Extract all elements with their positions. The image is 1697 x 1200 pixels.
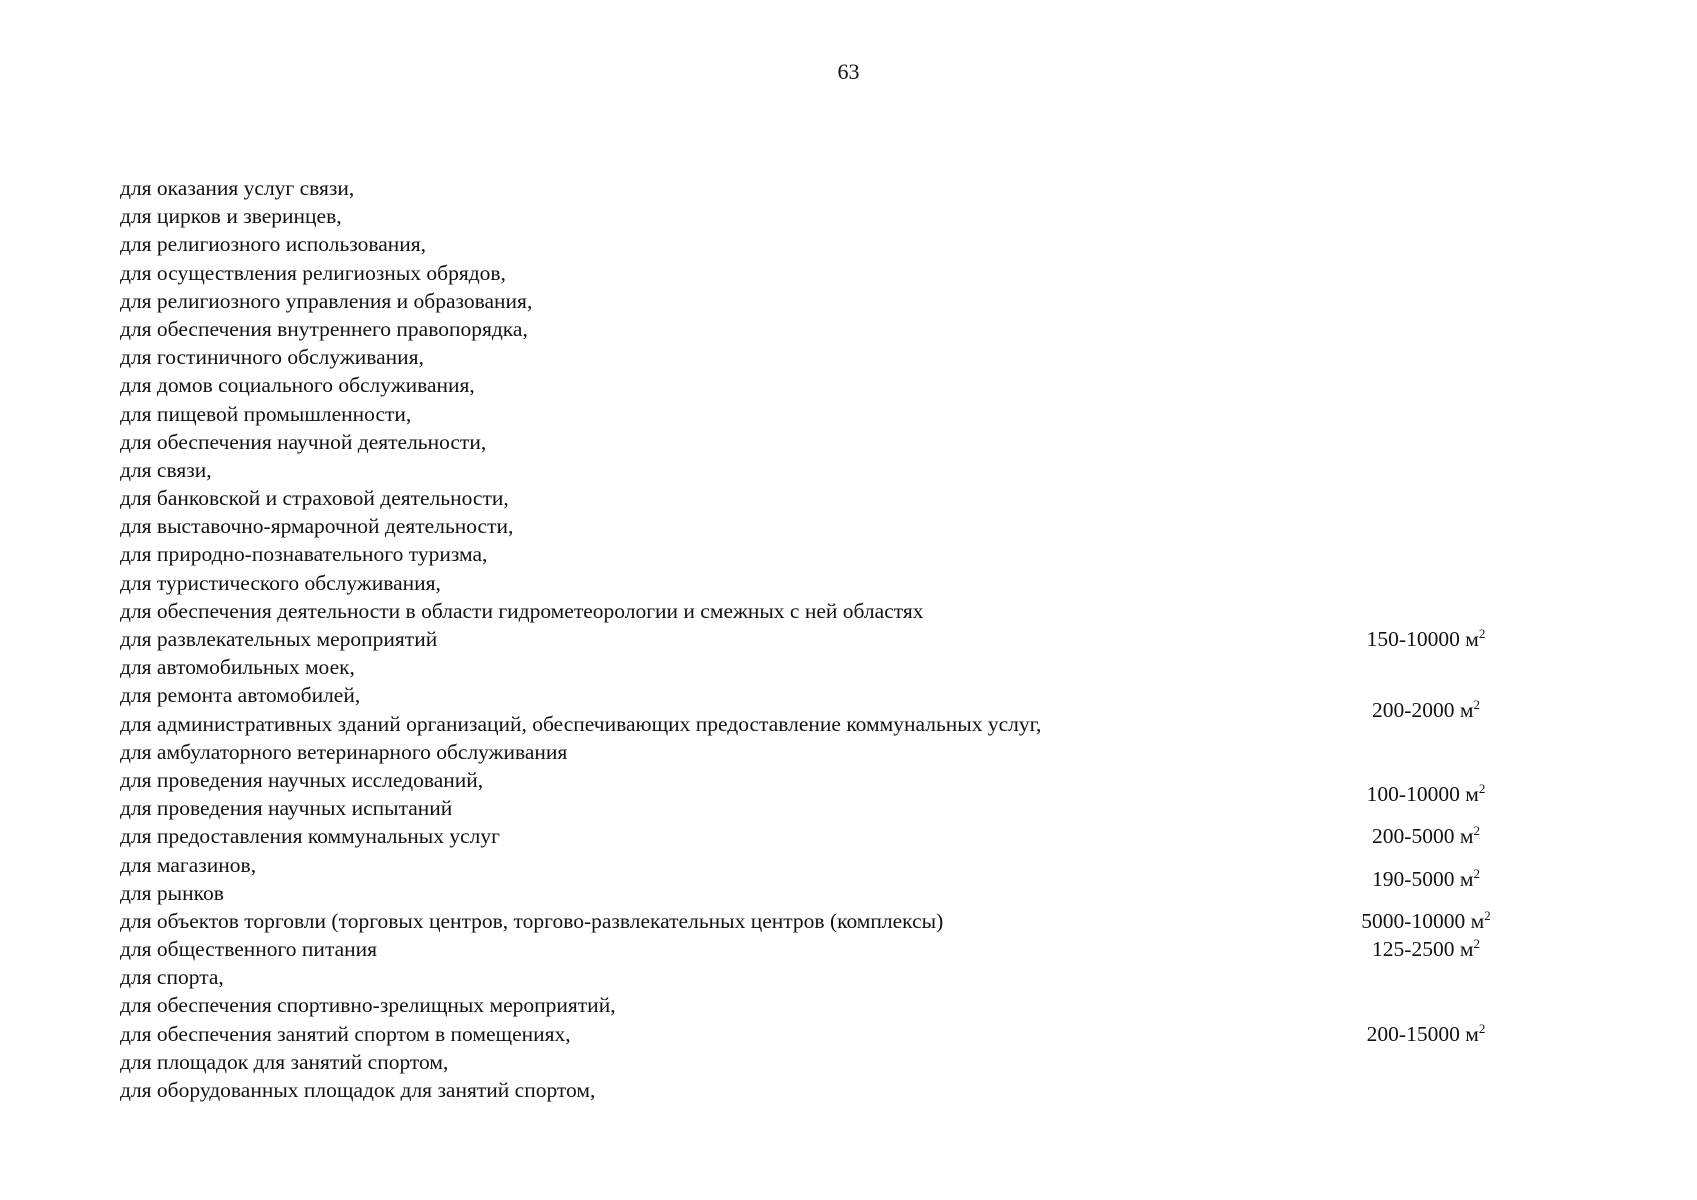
land-use-group xyxy=(120,766,1520,822)
permitted-uses-list xyxy=(120,851,1332,907)
area-unit-exponent: 2 xyxy=(1478,781,1486,797)
plot-area-value: 200-2000 м xyxy=(1372,697,1474,722)
permitted-uses-list xyxy=(120,653,1332,766)
permitted-uses-list xyxy=(120,963,1332,1104)
plot-area-value: 100-10000 м xyxy=(1366,782,1479,807)
plot-area-value: 150-10000 м xyxy=(1366,627,1479,652)
plot-area-range xyxy=(1332,780,1520,808)
permitted-use-line: для обеспечения внутреннего правопорядка, xyxy=(120,316,528,341)
area-unit-exponent: 2 xyxy=(1473,936,1480,952)
area-unit-exponent: 2 xyxy=(1473,823,1480,839)
permitted-use-line: для пищевой промышленности, xyxy=(120,401,412,426)
permitted-use-line: для домов социального обслуживания, xyxy=(120,373,475,398)
permitted-use-line: для проведения научных испытаний xyxy=(120,796,453,821)
permitted-use-line: для проведения научных исследований, xyxy=(120,767,484,792)
permitted-use-line: для природно-познавательного туризма, xyxy=(120,542,488,567)
land-use-group xyxy=(120,851,1520,907)
permitted-use-line: для оказания услуг связи, xyxy=(120,176,355,200)
permitted-use-line: для площадок для занятий спортом, xyxy=(120,1049,449,1074)
land-use-group xyxy=(120,963,1520,1104)
permitted-use-line: для обеспечения спортивно-зрелищных мероприятий, xyxy=(120,993,616,1018)
permitted-use-line: для общественного питания xyxy=(120,937,378,962)
plot-area-range xyxy=(1332,935,1520,963)
plot-area-value: 5000-10000 м xyxy=(1361,908,1485,933)
area-unit-exponent: 2 xyxy=(1473,865,1480,881)
plot-area-value: 125-2500 м xyxy=(1372,937,1474,962)
plot-area-range xyxy=(1332,907,1520,935)
permitted-use-line: для обеспечения научной деятельности, xyxy=(120,429,487,454)
plot-area-range xyxy=(1332,1020,1520,1048)
land-use-group xyxy=(120,907,1520,935)
permitted-use-line: для обеспечения занятий спортом в помещениях, xyxy=(120,1021,571,1046)
plot-area-range xyxy=(1332,625,1520,653)
permitted-use-line: для связи, xyxy=(120,457,212,482)
permitted-use-line: для выставочно-ярмарочной деятельности, xyxy=(120,514,514,539)
permitted-uses-list xyxy=(120,935,1332,963)
permitted-use-line: для спорта, xyxy=(120,965,224,990)
permitted-use-line: для административных зданий организаций, обеспечивающих предоставление коммунальных услуг, xyxy=(120,711,1042,736)
plot-area-range xyxy=(1332,696,1520,724)
permitted-use-line: для цирков и зверинцев, xyxy=(120,204,342,229)
permitted-use-line: для рынков xyxy=(120,880,224,905)
permitted-use-line: для развлекательных мероприятий xyxy=(120,627,438,651)
land-use-group xyxy=(120,935,1520,963)
land-use-group xyxy=(120,822,1520,850)
area-unit-exponent: 2 xyxy=(1478,626,1486,642)
land-use-group xyxy=(120,653,1520,766)
permitted-use-line: для гостиничного обслуживания, xyxy=(120,345,424,370)
permitted-uses-list xyxy=(120,822,1332,850)
permitted-use-line: для осуществления религиозных обрядов, xyxy=(120,260,506,285)
plot-area-value: 200-5000 м xyxy=(1372,824,1474,849)
area-unit-exponent: 2 xyxy=(1478,1020,1486,1036)
permitted-use-line: для религиозного использования, xyxy=(120,232,427,257)
permitted-use-line: для предоставления коммунальных услуг xyxy=(120,824,500,849)
plot-area-value: 190-5000 м xyxy=(1372,866,1474,891)
permitted-uses-list xyxy=(120,766,1332,822)
permitted-use-line: для туристического обслуживания, xyxy=(120,570,441,595)
page-number: 63 xyxy=(837,59,860,84)
permitted-use-line: для банковской и страховой деятельности, xyxy=(120,486,509,511)
permitted-use-line: для амбулаторного ветеринарного обслуживания xyxy=(120,739,568,764)
permitted-uses-list xyxy=(120,174,1332,653)
permitted-uses-list xyxy=(120,907,1332,935)
permitted-use-line: для религиозного управления и образования, xyxy=(120,288,533,313)
plot-area-range xyxy=(1332,865,1520,893)
permitted-use-line: для объектов торговли (торговых центров, торгово-развлекательных центров (комплексы) xyxy=(120,908,944,933)
permitted-use-line: для обеспечения деятельности в области гидрометеорологии и смежных с ней областях xyxy=(120,598,924,623)
permitted-use-line: для ремонта автомобилей, xyxy=(120,683,361,708)
permitted-use-line: для магазинов, xyxy=(120,852,257,877)
permitted-use-line: для автомобильных моек, xyxy=(120,655,355,680)
area-unit-exponent: 2 xyxy=(1484,908,1491,924)
plot-area-value: 200-15000 м xyxy=(1366,1021,1479,1046)
permitted-use-line: для оборудованных площадок для занятий спортом, xyxy=(120,1078,596,1102)
plot-area-range xyxy=(1332,822,1520,850)
area-unit-exponent: 2 xyxy=(1473,696,1480,712)
land-use-group xyxy=(120,174,1520,653)
land-use-table xyxy=(120,174,1520,1104)
